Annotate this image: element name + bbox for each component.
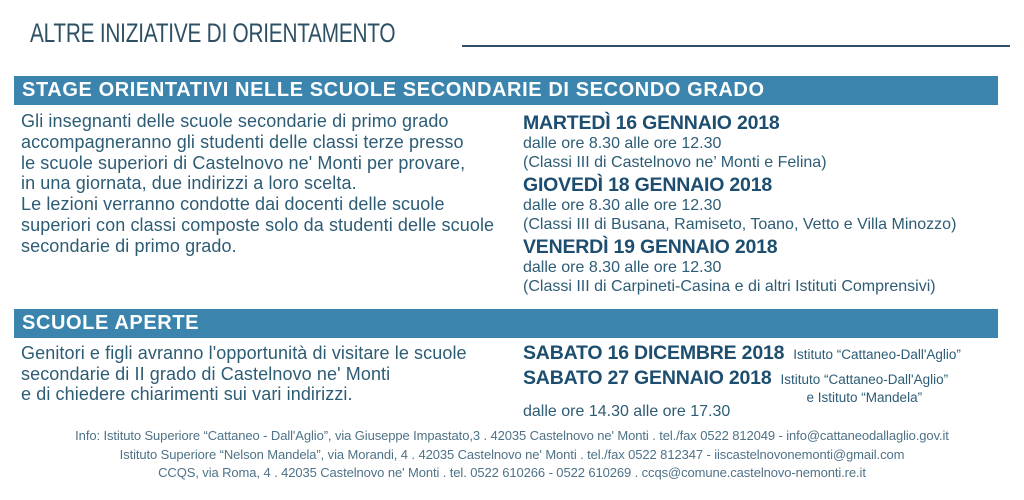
event-date: VENERDÌ 19 GENNAIO 2018 [523,236,778,258]
event-time: dalle ore 8.30 alle ore 12.30 [523,135,722,152]
open-day-date: SABATO 27 GENNAIO 2018 [523,367,772,389]
event-classes: (Classi III di Carpineti-Casina e di altri Istituti Comprensivi) [523,278,936,295]
paragraph-line: in una giornata, due indirizzi a loro scelta. [21,173,357,194]
paragraph-line: secondarie di primo grado. [21,235,237,256]
event-item [523,236,1018,297]
institute-name: Istituto “Cattaneo-Dall'Aglio” [793,347,961,362]
open-day-date: SABATO 16 DICEMBRE 2018 [523,342,785,364]
paragraph-line: e di chiedere chiarimenti sui vari indirizzi. [21,384,353,405]
open-day-institute [793,346,961,364]
paragraph-line: Genitori e figli avranno l'opportunità di visitare le scuole [21,343,467,363]
open-day-item [523,367,1023,405]
event-time: dalle ore 8.30 alle ore 12.30 [523,259,722,276]
footer-contacts [0,427,1024,483]
stage-section-banner [14,76,998,105]
open-section-title: SCUOLE APERTE [22,312,200,334]
open-day-item [523,342,1023,367]
page-title: ALTRE INIZIATIVE DI ORIENTAMENTO [30,18,396,48]
event-date: MARTEDÌ 16 GENNAIO 2018 [523,112,780,134]
paragraph-line: Gli insegnanti delle scuole secondarie di primo grado [21,111,449,131]
stage-events-list [523,112,1018,298]
institute-name: e Istituto “Mandela” [806,390,923,405]
footer-line: Info: Istituto Superiore “Cattaneo - Dall'Aglio”, via Giuseppe Impastato,3 . 42035 Castelnovo ne' Monti . tel./fax 0522 812049 - info@cattaneodallaglio.gov.it [75,428,949,443]
footer-line: CCQS, via Roma, 4 . 42035 Castelnovo ne' Monti . tel. 0522 610266 - 0522 610269 . ccqs@comune.castelnovo-nemonti.re.it [158,465,866,480]
open-day-institute [780,371,948,407]
event-classes: (Classi III di Castelnovo ne’ Monti e Felina) [523,154,827,171]
institute-name: Istituto “Cattaneo-Dall'Aglio” [780,372,949,387]
stage-section-title: STAGE ORIENTATIVI NELLE SCUOLE SECONDARIE DI SECONDO GRADO [22,79,765,101]
title-underline [462,45,1010,47]
open-days-list [523,342,1023,421]
stage-description [21,111,516,257]
footer-line: Istituto Superiore “Nelson Mandela”, via Morandi, 4 . 42035 Castelnovo ne' Monti . tel./fax 0522 812347 - iiscastelnovonemonti@gmail.com [119,446,905,462]
event-time: dalle ore 8.30 alle ore 12.30 [523,197,722,214]
paragraph-line: accompagneranno gli studenti delle classi terze presso [21,131,464,152]
open-day-time: dalle ore 14.30 alle ore 17.30 [523,403,731,420]
event-item [523,174,1018,235]
open-description [21,343,516,405]
open-section-banner [14,309,998,338]
paragraph-line: secondarie di II grado di Castelnovo ne' Monti [21,363,391,384]
event-date: GIOVEDÌ 18 GENNAIO 2018 [523,174,772,196]
event-item [523,112,1018,173]
paragraph-line: Le lezioni verranno condotte dai docenti delle scuole [21,194,445,215]
page-header [0,0,1024,60]
event-classes: (Classi III di Busana, Ramiseto, Toano, Vetto e Villa Minozzo) [523,216,957,233]
paragraph-line: le scuole superiori di Castelnovo ne' Monti per provare, [21,152,466,173]
paragraph-line: superiori con classi composte solo da studenti delle scuole [21,214,495,235]
